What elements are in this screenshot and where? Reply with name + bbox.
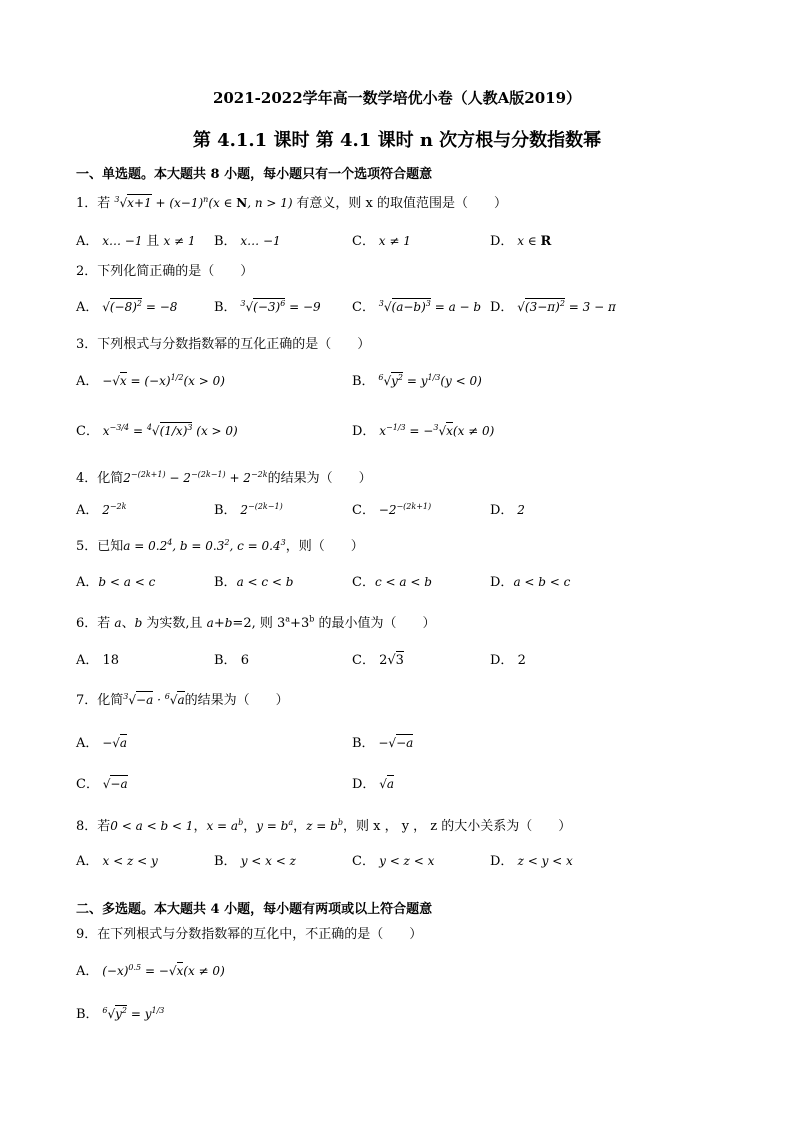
question-6-option-c: C． 2√3: [352, 653, 404, 668]
question-3: 3．下列根式与分数指数幂的互化正确的是（ ）: [76, 337, 371, 352]
question-3-option-c: C． $x^{-3/4} = ^4√(1/x)^3$ (x > 0): [76, 423, 238, 439]
question-9: 9．在下列根式与分数指数幂的互化中，不正确的是（ ）: [76, 927, 423, 942]
question-2-option-b: B． $^3√(-3)^6 = -9$: [214, 299, 321, 315]
question-2-option-c: C． $^3√(a-b)^3 = a - b$: [352, 299, 482, 315]
question-1-lead: 1．若: [76, 196, 111, 211]
question-9-option-a: A． $(-x)^{0.5} = -√x(x \ne 0)$: [76, 963, 225, 979]
question-1-expression: $^3√x+1 + (x-1)^n(x$ ∈ N, n > 1): [114, 195, 297, 210]
question-5-option-c: C．c < a < b: [352, 575, 432, 590]
question-3-option-d: D． $x^{-1/3} = -^3√x(x \ne 0)$: [352, 423, 495, 439]
question-5-option-d: D．a < b < c: [490, 575, 571, 590]
question-7: 7．化简$^3$√−a · $^6$√a的结果为（ ）: [76, 692, 289, 708]
question-1-option-b: B． x… −1: [214, 234, 281, 249]
question-9-option-b: B． $^6√y^2 = y^{1/3}$: [76, 1006, 165, 1022]
question-5: 5．已知$a = 0.2^4$, $b = 0.3^2$, $c = 0.4^3$，则（ ）: [76, 538, 364, 554]
question-8: 8．若0 < a < b < 1，$x = a^b$，$y = b^a$，$z = b^b$，则 x ， y ， z 的大小关系为（ ）: [76, 818, 572, 834]
lesson-subtitle: 第 4.1.1 课时 第 4.1 课时 n 次方根与分数指数幂: [192, 130, 602, 151]
question-7-option-b: B． −√−a: [352, 736, 414, 751]
question-4: 4．化简$2^{-(2k+1)} - 2^{-(2k-1)} + 2^{-2k}$的结果为（ ）: [76, 470, 372, 486]
question-8-option-b: B． y < x < z: [214, 854, 296, 869]
question-6-option-b: B． 6: [214, 653, 249, 668]
section-heading-multiple-choice: 二、多选题。本大题共 4 小题，每小题有两项或以上符合题意: [76, 902, 433, 917]
question-4-option-d: D． 2: [490, 503, 525, 518]
question-6-option-a: A． 18: [76, 653, 120, 668]
question-7-option-c: C． √−a: [76, 777, 128, 792]
question-3-option-a: A． $-√x = (-x)^{1/2}(x > 0)$: [76, 373, 225, 389]
question-8-option-c: C． y < z < x: [352, 854, 435, 869]
question-1-option-a: A． x… −1 且 x ≠ 1: [76, 234, 196, 249]
question-5-option-b: B．a < c < b: [214, 575, 294, 590]
question-1-tail: 有意义，则 x 的取值范围是（ ）: [296, 196, 508, 211]
question-4-option-c: C． $-2^{-(2k+1)}$: [352, 502, 432, 518]
question-7-option-a: A． −√a: [76, 736, 128, 751]
question-7-option-d: D． √a: [352, 777, 395, 792]
section-heading-single-choice: 一、单选题。本大题共 8 小题，每小题只有一个选项符合题意: [76, 167, 433, 182]
question-4-option-b: B． $2^{-(2k-1)}$: [214, 502, 283, 518]
question-1-option-c: C． x ≠ 1: [352, 234, 411, 249]
question-3-option-b: B． $^6√y^2 = y^{1/3}(y < 0)$: [352, 373, 482, 389]
question-8-option-a: A． x < z < y: [76, 854, 158, 869]
document-title: 2021-2022学年高一数学培优小卷（人教A版2019）: [212, 89, 582, 107]
question-2-option-d: D． $√(3-\pi)^2 = 3 - \pi$: [490, 299, 616, 315]
question-1-option-d: D． x ∈ R: [490, 234, 552, 249]
question-6: 6．若 a、b 为实数,且 a+b=2, 则 $3^a+3^b$ 的最小值为（ ）: [76, 614, 436, 631]
question-4-option-a: A． $2^{-2k}$: [76, 502, 127, 518]
question-1: [76, 192, 507, 211]
question-2: 2．下列化简正确的是（ ）: [76, 264, 254, 279]
question-2-option-a: A． $√(-8)^2 = -8$: [76, 299, 178, 315]
question-5-option-a: A．b < a < c: [76, 575, 156, 590]
question-8-option-d: D． z < y < x: [490, 854, 573, 869]
question-6-option-d: D． 2: [490, 653, 526, 668]
